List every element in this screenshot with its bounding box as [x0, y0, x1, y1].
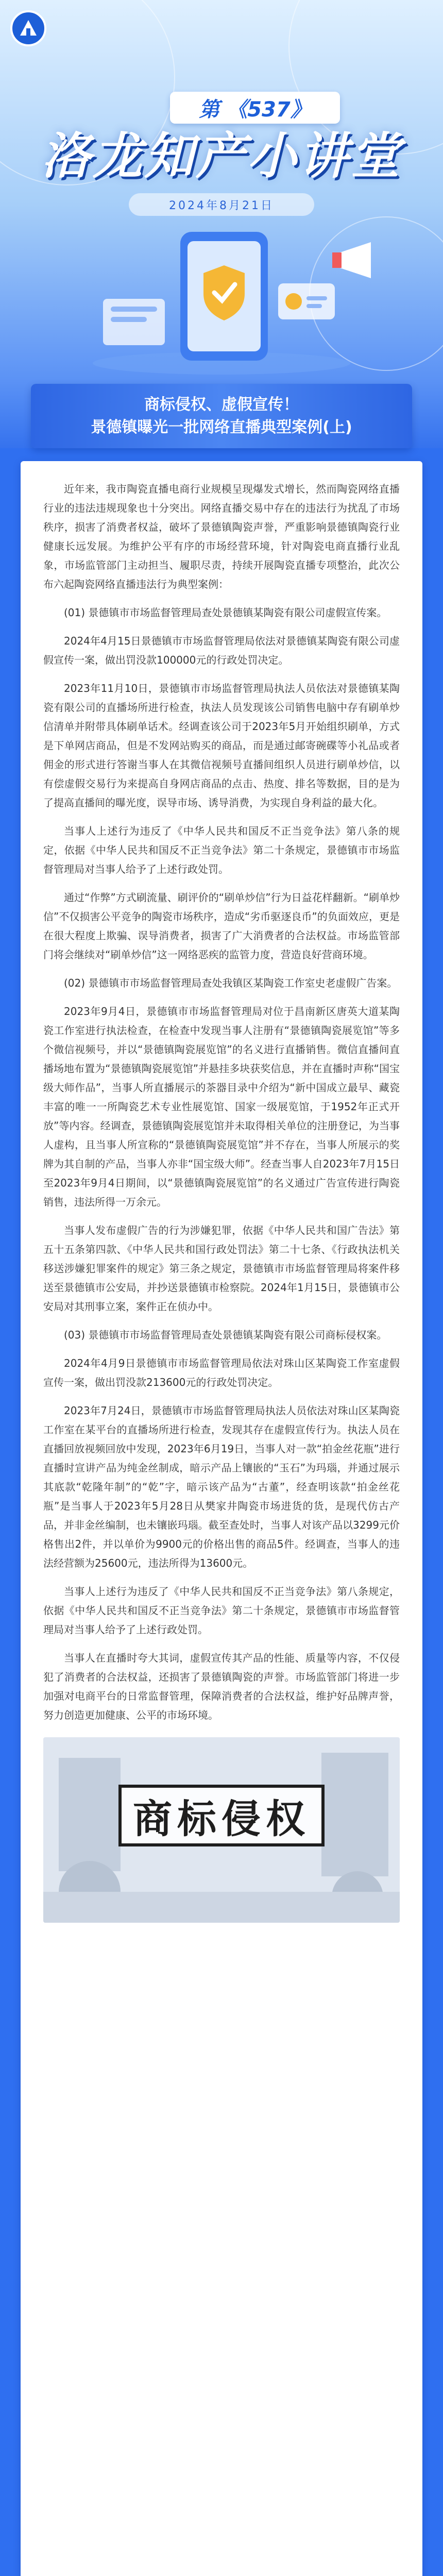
- subtitle-line-1: 商标侵权、虚假宣传！: [144, 395, 299, 414]
- article-paragraph: 当事人上述行为违反了《中华人民共和国反不正当竞争法》第八条规定，依据《中华人民共和国反不正当竞争法》第二十条规定，景德镇市市场监督管理局对当事人给予了上述行政处罚。: [43, 1585, 400, 1636]
- article-paragraph: 通过“作弊”方式刷流量、刷评价的“刷单炒信”行为日益花样翻新。“刷单炒信”不仅损害公平竞争的陶瓷市场秩序，造成“劣币驱逐良币”的负面效应，更是在很大程度上欺骗、误导消费者，损害了广大消费者的合法权益。市场监管部门将会继续对“刷单炒信”这一网络恶疾的监管力度，营造良好营商环境。: [43, 891, 400, 961]
- subtitle-line-2: 景德镇曝光一批网络直播典型案例(上): [91, 418, 352, 436]
- article-paragraph: (02) 景德镇市市场监督管理局查处我镇区某陶瓷工作室史老虚假广告案。: [64, 977, 398, 989]
- article-paragraph: 2024年4月9日景德镇市市场监督管理局依法对珠山区某陶瓷工作室虚假宣传一案，做出罚没款213600元的行政处罚决定。: [43, 1357, 400, 1388]
- issue-number-badge: 第 《537》: [170, 92, 340, 124]
- logo-emblem-icon: [10, 10, 46, 46]
- header-banner: [0, 0, 443, 448]
- article-subtitle-banner: [31, 384, 412, 448]
- article-paragraph: (01) 景德镇市市场监督管理局查处景德镇某陶瓷有限公司虚假宣传案。: [64, 606, 387, 619]
- article-paragraph: 2023年7月24日，景德镇市市场监督管理局执法人员依法对珠山区某陶瓷工作室在某平台的直播场所进行检查，发现其存在虚假宣传行为。执法人员在直播回放视频回放中发现，2023年6月19日，当事人对一款“拍金丝花瓶”进行直播时宣讲产品为纯金丝制成，暗示产品上镶嵌的“玉石”为玛瑙，并通过展示其底款“乾隆年制”的“乾”字，暗示该产品为“古董”，经查明该款“拍金丝花瓶”是当事人于2023年5月28日从樊家井陶瓷市场进货的货，是现代仿古产品，并非金丝编制，也未镶嵌玛瑙。截至查处时，当事人对该产品以3299元价格售出2件，并以单价为9900元的价格出售的商品5件。经调查，当事人的违法经营额为25600元，违法所得为13600元。: [43, 1404, 400, 1569]
- article-paragraph: (03) 景德镇市市场监督管理局查处景德镇某陶瓷有限公司商标侵权案。: [64, 1329, 387, 1341]
- article-paragraph: 2023年11月10日，景德镇市市场监督管理局执法人员依法对景德镇某陶瓷有限公司的直播场所进行检查，执法人员发现该公司销售电脑中存有刷单炒信清单并附带具体刷单话术。经调查该公司于2023年5月开始组织刷单，方式是下单网店商品，但是不发网站购买的商品，而是通过邮寄碗碟等小礼品或者佣金的形式进行答谢当事人在其微信视频号直播间组织人员进行刷单炒信，以有偿虚假交易行为来提高自身网店商品的点击、热度、排名等数据，目的是为了提高直播间的曝光度，误导市场、诱导消费，为实现自身利益的最大化。: [43, 682, 400, 809]
- trademark-infringement-image: [43, 1737, 400, 1923]
- article-paragraph: 当事人上述行为违反了《中华人民共和国反不正当竞争法》第八条的规定，依据《中华人民共和国反不正当竞争法》第二十条规定，景德镇市市场监督管理局对当事人给予了上述行政处罚。: [43, 825, 400, 875]
- article-card: [21, 461, 422, 2576]
- banner-label: 商标侵权: [118, 1785, 325, 1846]
- article-paragraph: 近年来，我市陶瓷直播电商行业规模呈现爆发式增长，然而陶瓷网络直播行业的违法违规现象也十分突出。网络直播交易中存在的违法行为扰乱了市场秩序，损害了消费者权益，破坏了景德镇陶瓷声誉，严重影响景德镇陶瓷行业健康长远发展。为维护公平有序的市场经营环境，针对陶瓷电商直播行业乱象，市场监管部门主动担当、履职尽责，持续开展陶瓷直播专项整治，此次公布六起陶瓷网络直播违法行为典型案例：: [43, 483, 400, 590]
- article-paragraph: 2024年4月15日景德镇市市场监督管理局依法对景德镇某陶瓷有限公司虚假宣传一案，做出罚没款100000元的行政处罚决定。: [43, 635, 400, 666]
- publish-date: 2024年8月21日: [129, 193, 314, 216]
- page-title: 洛龙知产小讲堂: [41, 127, 402, 185]
- phone-shield-illustration-icon: [62, 222, 381, 376]
- article-paragraph: 当事人在直播时夸大其词，虚假宣传其产品的性能、质量等内容，不仅侵犯了消费者的合法权益，还损害了景德镇陶瓷的声誉。市场监管部门将进一步加强对电商平台的日常监督管理，保障消费者的合法权益，维护好品牌声誉，努力创造更加健康、公平的市场环境。: [43, 1652, 400, 1721]
- article-paragraph: 2023年9月4日，景德镇市市场监督管理局对位于昌南新区唐英大道某陶瓷工作室进行执法检查，在检查中发现当事人注册有“景德镇陶瓷展览馆”等多个微信视频号，并以“景德镇陶瓷展览馆”的名义进行直播销售。微信直播间直播场地布置为“景德镇陶瓷展览馆”并悬挂多块获奖信息，并在直播时声称“国宝级大师作品”，当事人所直播展示的茶器目录中介绍为“新中国成立最早、藏瓷丰富的唯一一所陶瓷艺术专业性展览馆、国家一级展览馆，于1952年正式开放”等内容。经调查，景德镇陶瓷展览馆并未取得相关单位的注册登记，为当事人虚构，且当事人所宣称的“景德镇陶瓷展览馆”并不存在，当事人所展示的奖牌为其自制的产品，当事人亦非“国宝级大师”。经查当事人自2023年7月15日至2023年9月4日期间，以“景德镇陶瓷展览馆”的名义通过广告宣传进行陶瓷销售，违法所得一万余元。: [43, 1005, 400, 1208]
- article-paragraph: 当事人发布虚假广告的行为涉嫌犯罪，依据《中华人民共和国广告法》第五十五条第四款、《中华人民共和国行政处罚法》第二十七条、《行政执法机关移送涉嫌犯罪案件的规定》第三条之规定，景德镇市市场监督管理局将案件移送至景德镇市公安局，并抄送景德镇市检察院。2024年1月15日，景德镇市公安局对其刑事立案，案件正在侦办中。: [43, 1224, 400, 1313]
